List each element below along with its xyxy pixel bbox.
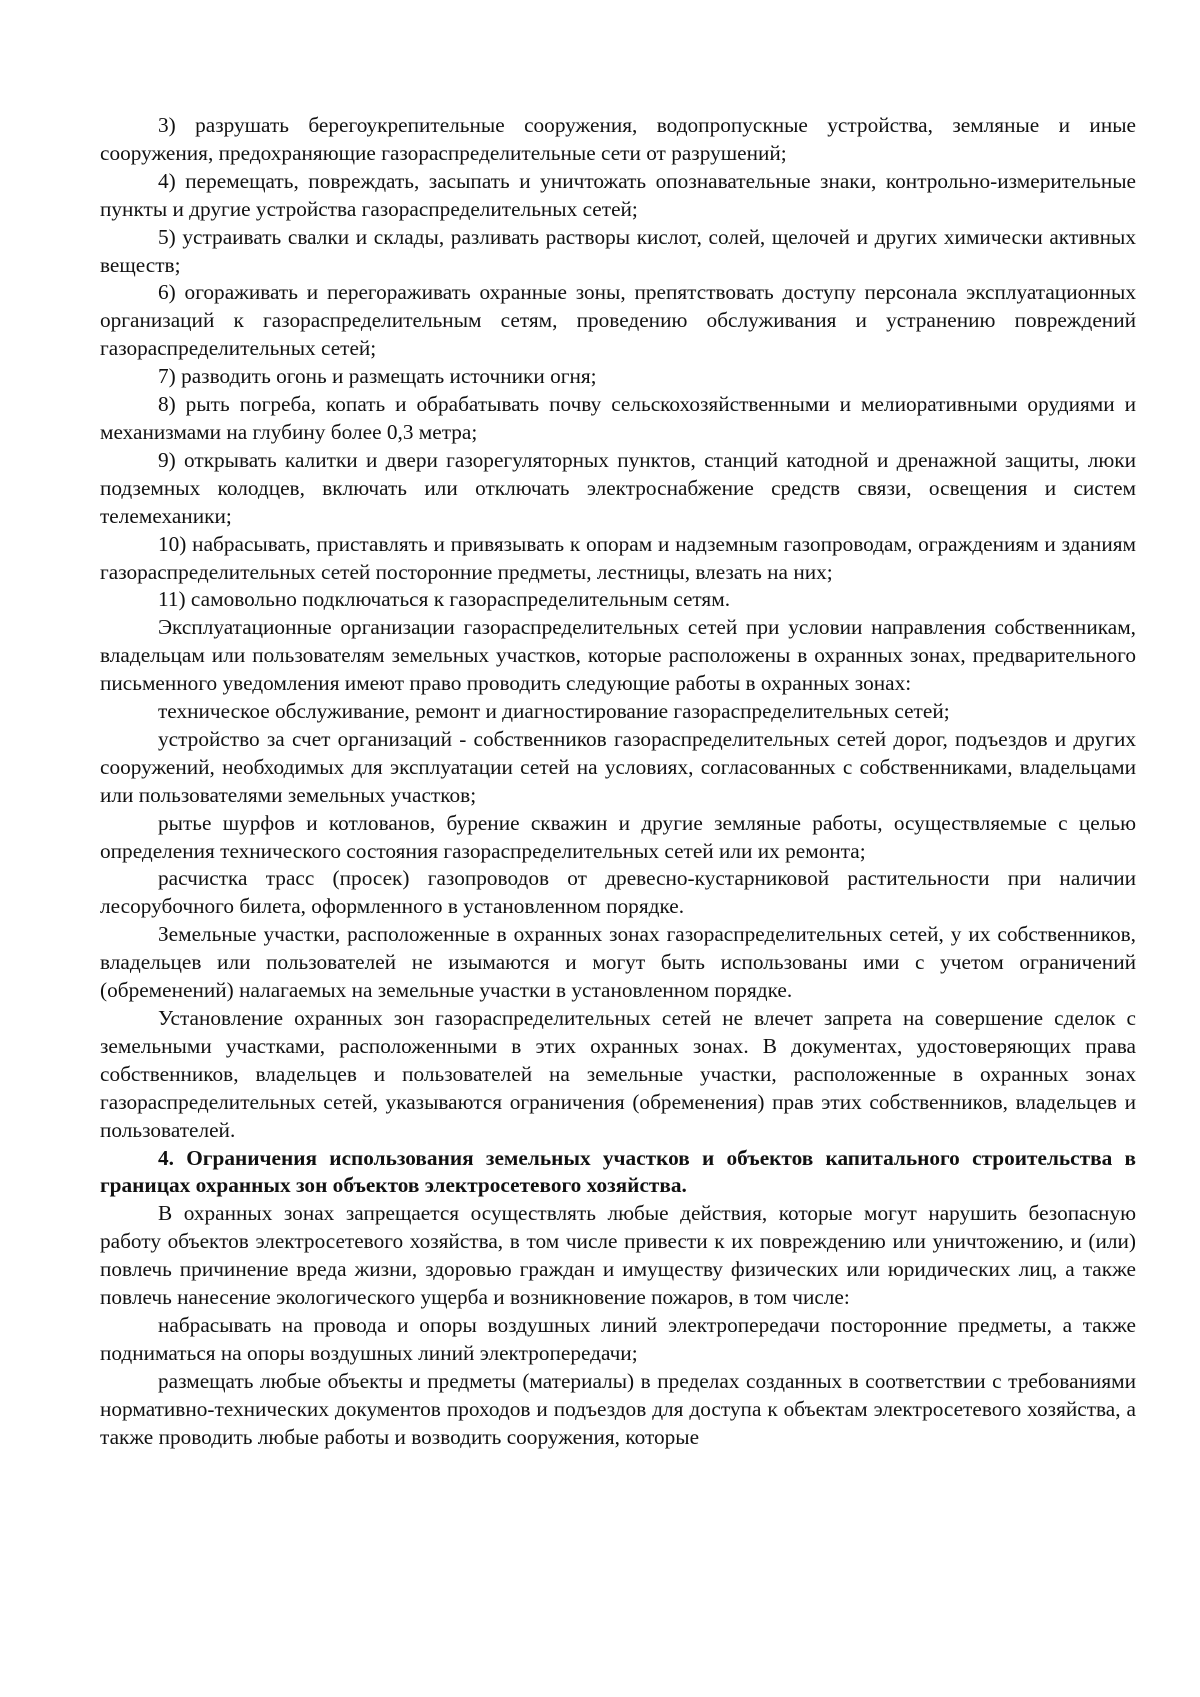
paragraph-roads: устройство за счет организаций - собственников газораспределительных сетей дорог, подъездов и других сооружений, необходимых для эксплуатации сетей на условиях, согласованных с собственниками, владельцами или пользователями земельных участков; — [100, 726, 1136, 807]
paragraph-item-4: 4) перемещать, повреждать, засыпать и уничтожать опознавательные знаки, контрольно-измерительные пункты и другие устройства газораспределительных сетей; — [100, 168, 1136, 221]
paragraph-placing-objects: размещать любые объекты и предметы (материалы) в пределах созданных в соответствии с требованиями нормативно-технических документов проходов и подъездов для доступа к объектам электросетевого хозяйства, а также проводить любые работы и возводить сооружения, которые — [100, 1368, 1136, 1449]
paragraph-item-9: 9) открывать калитки и двери газорегуляторных пунктов, станций катодной и дренажной защиты, люки подземных колодцев, включать или отключать электроснабжение средств связи, освещения и систем телемеханики; — [100, 447, 1136, 528]
paragraph-throwing-objects: набрасывать на провода и опоры воздушных линий электропередачи посторонние предметы, а также подниматься на опоры воздушных линий электропередачи; — [100, 1312, 1136, 1365]
paragraph-land-plots: Земельные участки, расположенные в охранных зонах газораспределительных сетей, у их собственников, владельцев или пользователей не изымаются и могут быть использованы ими с учетом ограничений (обременений) налагаемых на земельные участки в установленном порядке. — [100, 922, 1136, 1003]
paragraph-excavation: рытье шурфов и котлованов, бурение скважин и другие земляные работы, осуществляемые с целью определения технического состояния газораспределительных сетей или их ремонта; — [100, 810, 1136, 863]
paragraph-zone-establishment: Установление охранных зон газораспределительных сетей не влечет запрета на совершение сделок с земельными участками, расположенными в этих охранных зонах. В документах, удостоверяющих права собственников, владельцев и пользователей на земельные участки, расположенные в охранных зонах газораспределительных сетей, указываются ограничения (обременения) прав этих собственников, владельцев и пользователей. — [100, 1006, 1136, 1142]
document-page — [100, 112, 1136, 1452]
paragraph-prohibitions: В охранных зонах запрещается осуществлять любые действия, которые могут нарушить безопасную работу объектов электросетевого хозяйства, в том числе привести к их повреждению или уничтожению, и (или) повлечь причинение вреда жизни, здоровью граждан и имуществу физических или юридических лиц, а также повлечь нанесение экологического ущерба и возникновение пожаров, в том числе: — [100, 1201, 1136, 1310]
paragraph-item-11: 11) самовольно подключаться к газораспределительным сетям. — [158, 587, 731, 612]
paragraph-item-8: 8) рыть погреба, копать и обрабатывать почву сельскохозяйственными и мелиоративными орудиями и механизмами на глубину более 0,3 метра; — [100, 392, 1136, 444]
paragraph-item-3: 3) разрушать берегоукрепительные сооружения, водопропускные устройства, земляные и иные сооружения, предохраняющие газораспределительные сети от разрушений; — [100, 113, 1136, 165]
paragraph-item-5: 5) устраивать свалки и склады, разливать растворы кислот, солей, щелочей и других химически активных веществ; — [100, 224, 1136, 277]
paragraph-operators-rights: Эксплуатационные организации газораспределительных сетей при условии направления собственникам, владельцам или пользователям земельных участков, которые расположены в охранных зонах, предварительного письменного уведомления имеют право проводить следующие работы в охранных зонах: — [100, 615, 1136, 696]
paragraph-item-7: 7) разводить огонь и размещать источники огня; — [158, 364, 597, 389]
paragraph-clearing: расчистка трасс (просек) газопроводов от древесно-кустарниковой растительности при наличии лесорубочного билета, оформленного в установленном порядке. — [100, 866, 1136, 919]
paragraph-item-6: 6) огораживать и перегораживать охранные зоны, препятствовать доступу персонала эксплуатационных организаций к газораспределительным сетям, проведению обслуживания и устранению повреждений газораспределительных сетей; — [100, 280, 1136, 361]
paragraph-item-10: 10) набрасывать, приставлять и привязывать к опорам и надземным газопроводам, ограждениям и зданиям газораспределительных сетей посторонние предметы, лестницы, влезать на них; — [100, 531, 1136, 584]
section-heading: 4. Ограничения использования земельных участков и объектов капитального строительства в границах охранных зон объектов электросетевого хозяйства. — [100, 1145, 1136, 1198]
paragraph-maintenance: техническое обслуживание, ремонт и диагностирование газораспределительных сетей; — [158, 699, 950, 724]
